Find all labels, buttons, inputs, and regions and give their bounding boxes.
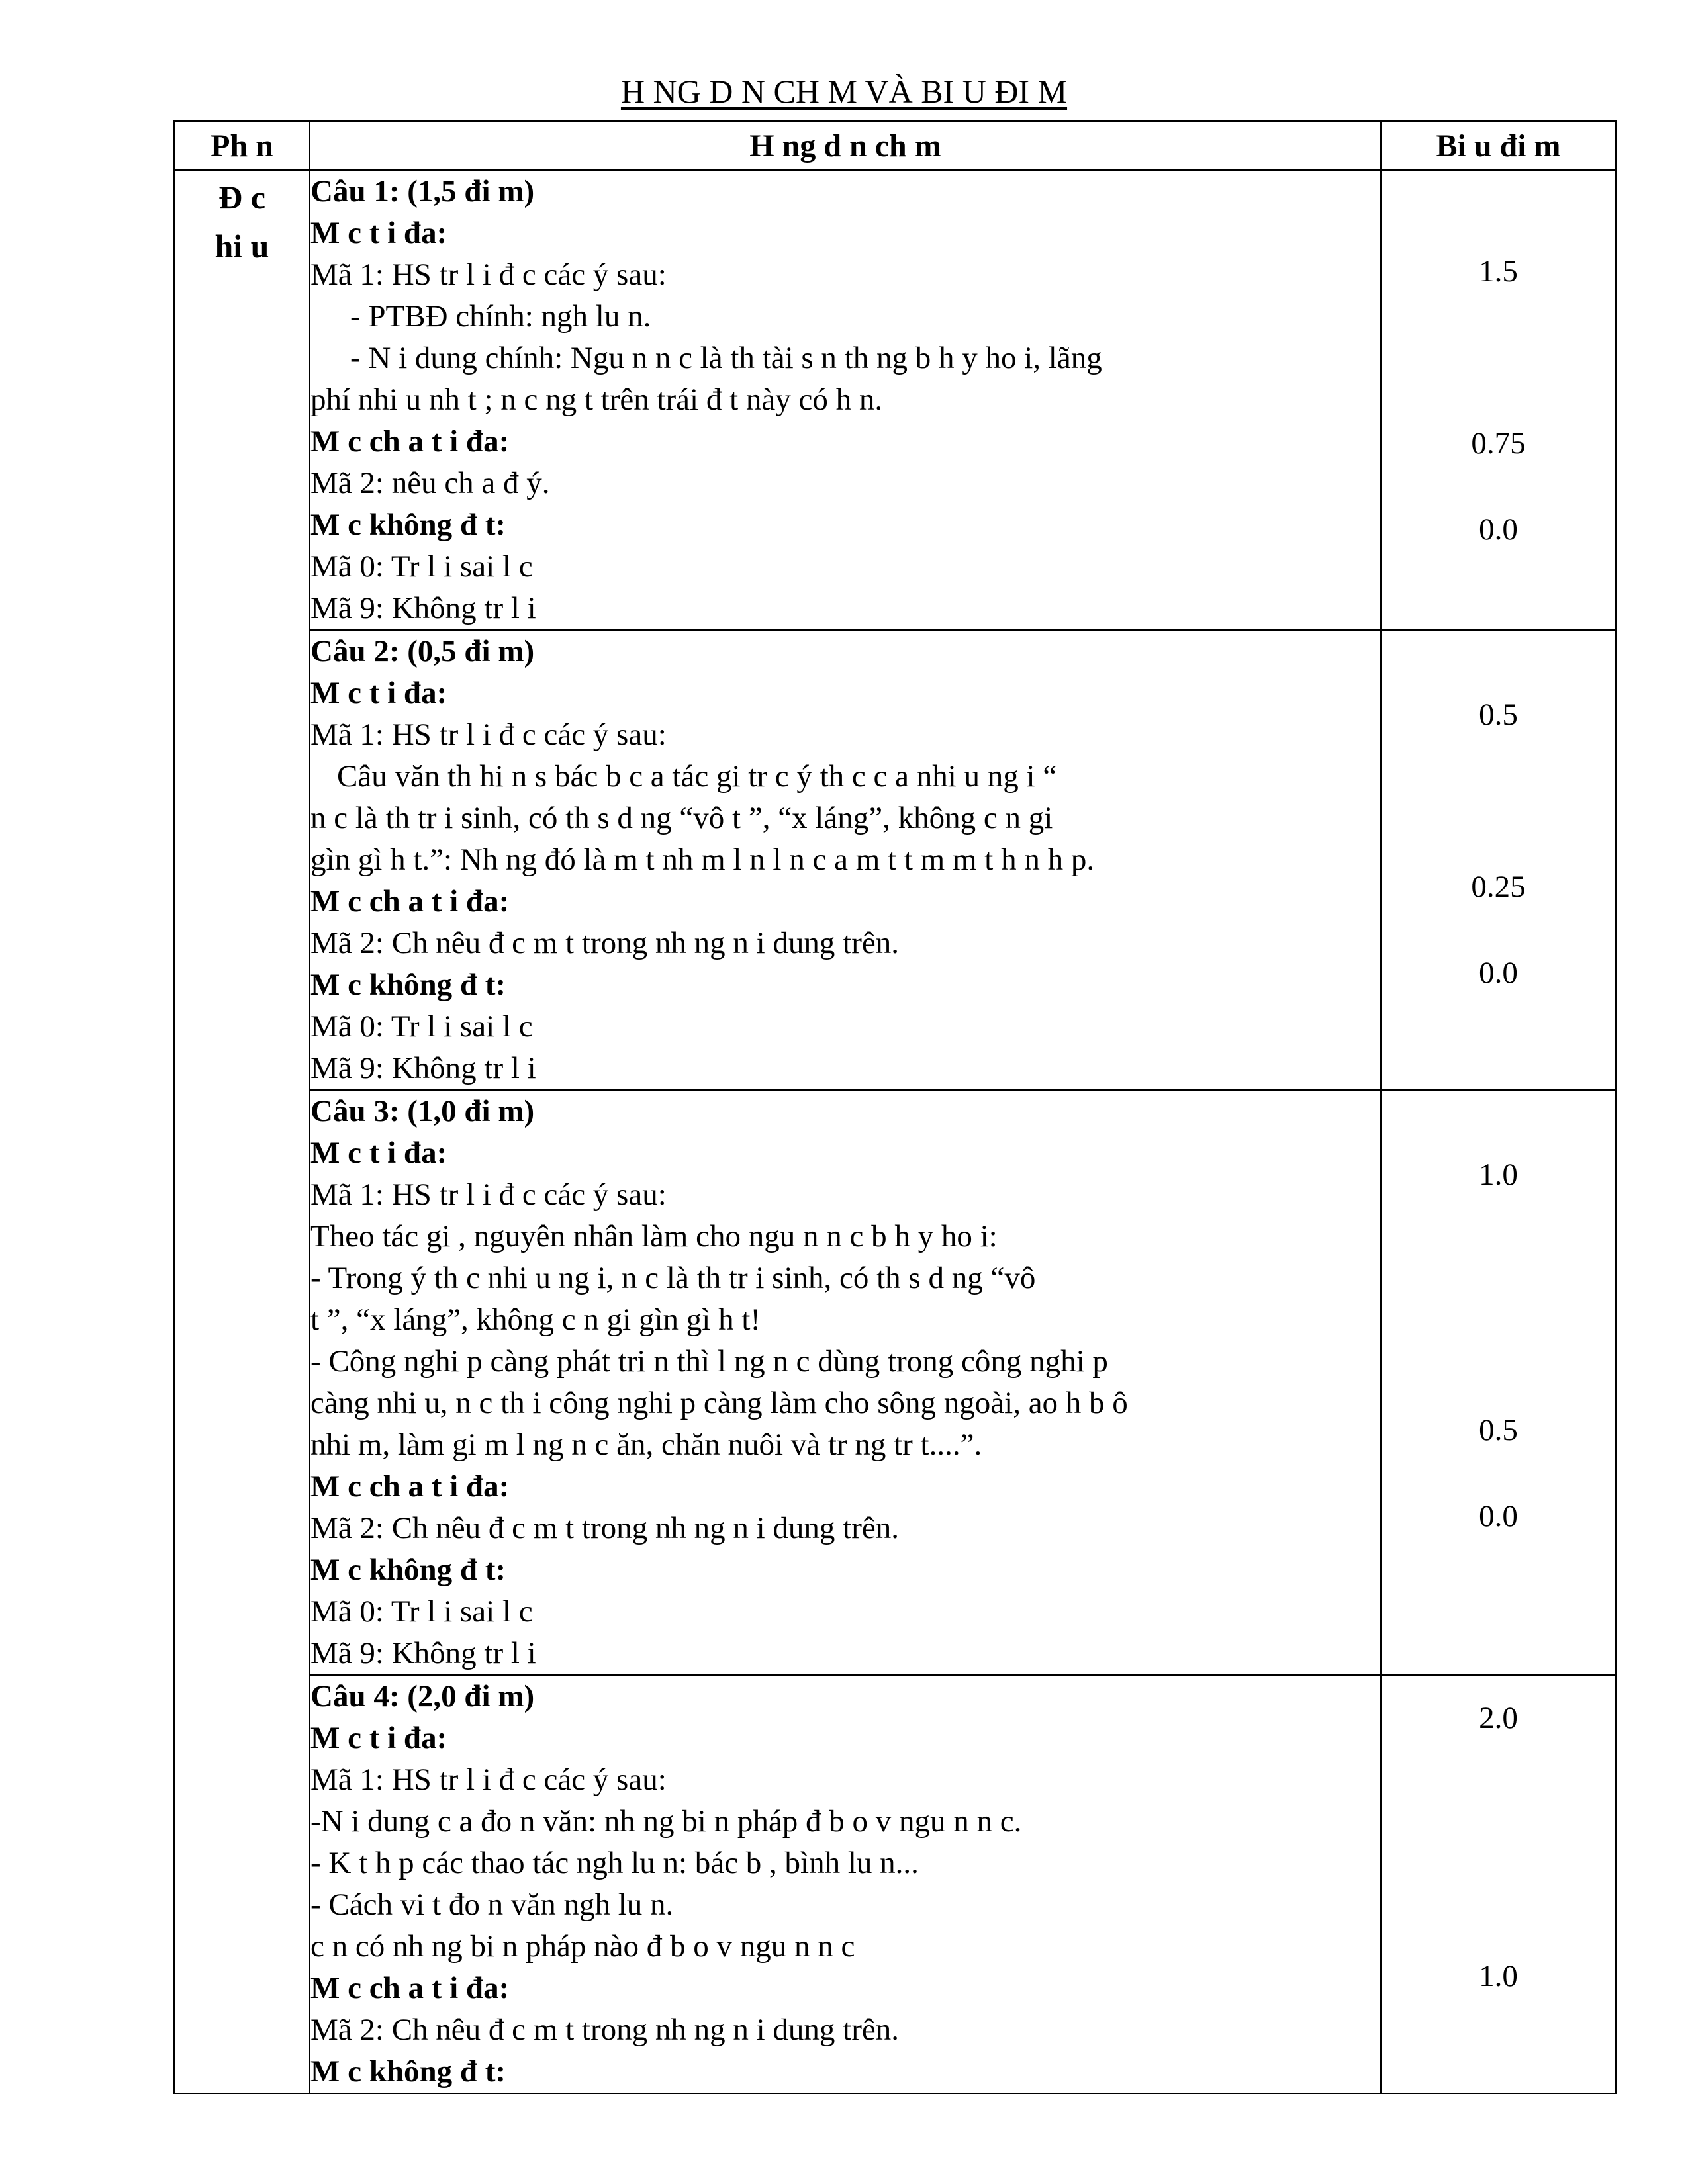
level-fail-label: M c không đ t: <box>310 968 506 1002</box>
answer-line: t ”, “x láng”, không c n gi gìn gì h t! <box>310 1302 761 1337</box>
code-1-line: Mã 1: HS tr l i đ c các ý sau: <box>310 1762 667 1797</box>
answer-line: càng nhi u, n c th i công nghi p càng làm cho sông ngoài, ao h b ô <box>310 1386 1128 1420</box>
score-fail: 0.0 <box>1479 512 1518 547</box>
code-1-line: Mã 1: HS tr l i đ c các ý sau: <box>310 1177 667 1212</box>
level-fail-label: M c không đ t: <box>310 508 506 542</box>
answer-line: n c là th tr i sinh, có th s d ng “vô t ”, “x láng”, không c n gi <box>310 801 1053 835</box>
header-score: Bi u đi m <box>1381 121 1616 170</box>
question-row-1 <box>174 170 1616 630</box>
answer-line: - Cách vi t đo n văn ngh lu n. <box>310 1888 674 1922</box>
question-row-3 <box>174 1090 1616 1675</box>
answer-line: c n có nh ng bi n pháp nào đ b o v ngu n n c <box>310 1929 855 1964</box>
answer-line: gìn gì h t.”: Nh ng đó là m t nh m l n l n c a m t t m m t h n h p. <box>310 842 1095 877</box>
question-row-2 <box>174 630 1616 1090</box>
score-cell-2 <box>1381 630 1616 1090</box>
answer-line: Câu văn th hi n s bác b c a tác gi tr c ý th c c a nhi u ng i “ <box>337 759 1057 794</box>
question-heading: Câu 3: (1,0 đi m) <box>310 1094 535 1128</box>
guide-cell-1 <box>310 170 1381 630</box>
grading-table <box>173 120 1617 2094</box>
guide-cell-3 <box>310 1090 1381 1675</box>
answer-line: - Trong ý th c nhi u ng i, n c là th tr i sinh, có th s d ng “vô <box>310 1261 1036 1295</box>
answer-line: nhi m, làm gi m l ng n c ăn, chăn nuôi và tr ng tr t....”. <box>310 1428 982 1462</box>
score-partial: 0.5 <box>1479 1413 1518 1447</box>
score-cell-1 <box>1381 170 1616 630</box>
code-1-line: Mã 1: HS tr l i đ c các ý sau: <box>310 257 667 292</box>
code-2-line: Mã 2: Ch nêu đ c m t trong nh ng n i dung trên. <box>310 926 899 960</box>
level-max-label: M c t i đa: <box>310 1721 447 1755</box>
part-label-line-1: Đ c <box>218 179 265 216</box>
answer-line: - PTBĐ chính: ngh lu n. <box>350 299 651 334</box>
code-0-line: Mã 0: Tr l i sai l c <box>310 1594 533 1629</box>
score-partial: 0.75 <box>1471 426 1526 461</box>
code-0-line: Mã 0: Tr l i sai l c <box>310 549 533 584</box>
code-9-line: Mã 9: Không tr l i <box>310 1051 536 1085</box>
level-fail-label: M c không đ t: <box>310 2054 506 2089</box>
answer-line: - N i dung chính: Ngu n n c là th tài s n th ng b h y ho i, lãng <box>350 341 1102 375</box>
part-label-line-2: hi u <box>214 228 269 265</box>
level-max-label: M c t i đa: <box>310 1136 447 1170</box>
score-cell-3 <box>1381 1090 1616 1675</box>
code-1-line: Mã 1: HS tr l i đ c các ý sau: <box>310 717 667 752</box>
header-part: Ph n <box>174 121 310 170</box>
answer-line: -N i dung c a đo n văn: nh ng bi n pháp đ b o v ngu n n c. <box>310 1804 1022 1839</box>
code-9-line: Mã 9: Không tr l i <box>310 1636 536 1670</box>
question-heading: Câu 2: (0,5 đi m) <box>310 634 535 668</box>
level-max-label: M c t i đa: <box>310 216 447 250</box>
score-max: 1.0 <box>1479 1158 1518 1192</box>
code-0-line: Mã 0: Tr l i sai l c <box>310 1009 533 1044</box>
score-max: 2.0 <box>1479 1701 1518 1735</box>
table-header-row <box>174 121 1616 170</box>
header-guide: H ng d n ch m <box>310 121 1381 170</box>
document-title: H NG D N CH M VÀ BI U ĐI M <box>620 73 1068 110</box>
score-max: 0.5 <box>1479 698 1518 732</box>
level-partial-label: M c ch a t i đa: <box>310 1469 510 1504</box>
part-cell <box>174 170 310 2093</box>
level-max-label: M c t i đa: <box>310 676 447 710</box>
code-9-line: Mã 9: Không tr l i <box>310 591 536 625</box>
guide-cell-4 <box>310 1675 1381 2093</box>
code-2-line: Mã 2: Ch nêu đ c m t trong nh ng n i dung trên. <box>310 1511 899 1545</box>
level-fail-label: M c không đ t: <box>310 1553 506 1587</box>
question-row-4 <box>174 1675 1616 2093</box>
answer-line: - Công nghi p càng phát tri n thì l ng n c dùng trong công nghi p <box>310 1344 1108 1379</box>
question-heading: Câu 1: (1,5 đi m) <box>310 174 535 208</box>
question-heading: Câu 4: (2,0 đi m) <box>310 1679 535 1713</box>
score-cell-4 <box>1381 1675 1616 2093</box>
code-2-line: Mã 2: nêu ch a đ ý. <box>310 466 550 500</box>
level-partial-label: M c ch a t i đa: <box>310 424 510 459</box>
code-2-line: Mã 2: Ch nêu đ c m t trong nh ng n i dung trên. <box>310 2013 899 2047</box>
score-partial: 1.0 <box>1479 1959 1518 1993</box>
score-max: 1.5 <box>1479 254 1518 289</box>
answer-line: phí nhi u nh t ; n c ng t trên trái đ t này có h n. <box>310 383 883 417</box>
score-fail: 0.0 <box>1479 1499 1518 1533</box>
level-partial-label: M c ch a t i đa: <box>310 1971 510 2005</box>
guide-cell-2 <box>310 630 1381 1090</box>
score-partial: 0.25 <box>1471 870 1526 904</box>
answer-line: Theo tác gi , nguyên nhân làm cho ngu n n c b h y ho i: <box>310 1219 998 1253</box>
level-partial-label: M c ch a t i đa: <box>310 884 510 919</box>
score-fail: 0.0 <box>1479 956 1518 990</box>
answer-line: - K t h p các thao tác ngh lu n: bác b , bình lu n... <box>310 1846 919 1880</box>
